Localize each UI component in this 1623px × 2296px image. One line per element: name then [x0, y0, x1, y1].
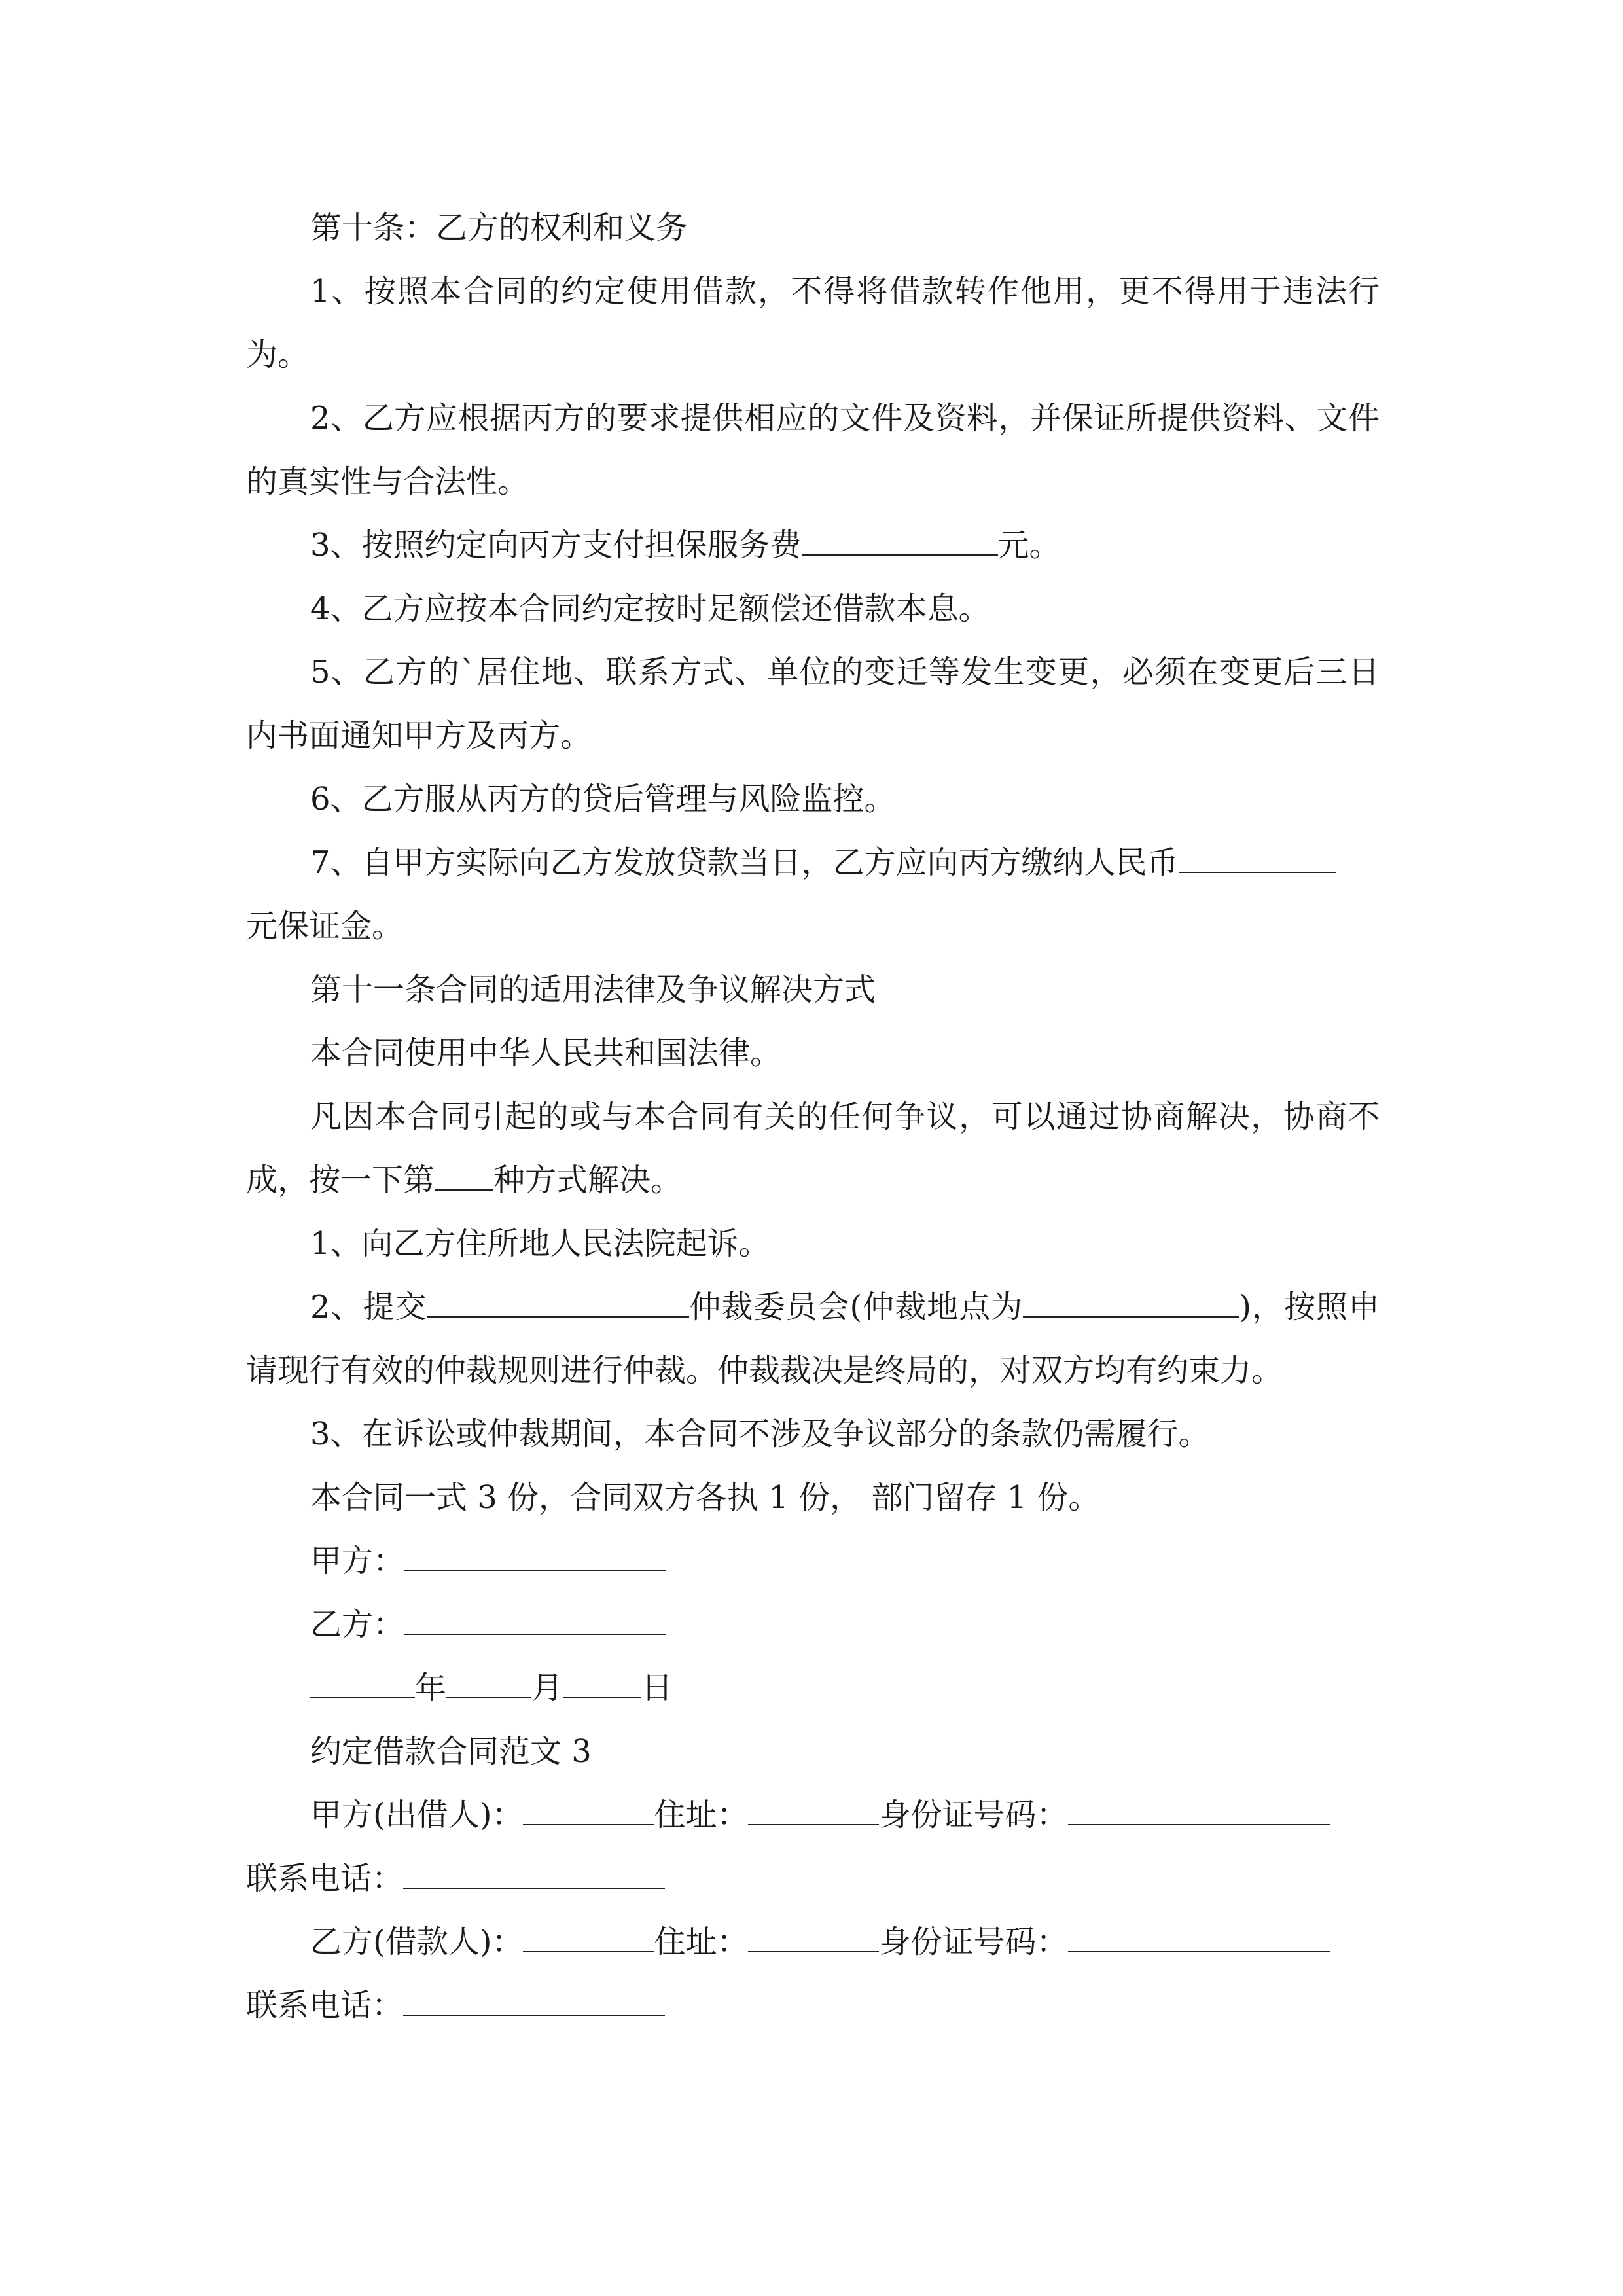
- article10-item4: 4、乙方应按本合同约定按时足额偿还借款本息。: [310, 590, 990, 627]
- lender-phone-blank: [403, 1861, 665, 1889]
- lender-name-blank: [523, 1798, 654, 1825]
- month-blank: [446, 1671, 531, 1698]
- sample3-borrower-phone: 联系电话：: [246, 1974, 1380, 2037]
- article10-title: 第十条：乙方的权利和义务: [310, 209, 688, 246]
- signature-party-a: 甲方：: [246, 1530, 1380, 1593]
- article10-item6: 6、乙方服从丙方的贷后管理与风险监控。: [310, 781, 896, 817]
- lender-id-blank: [1068, 1798, 1330, 1825]
- article11-opt2: 2、提交 仲裁委员会(仲裁地点为 )，按照申请现行有效的仲裁规则进行仲裁。仲裁裁决是终局的，对双方均有约束力。: [246, 1289, 1380, 1389]
- arbitration-commission-blank: [427, 1290, 689, 1318]
- deposit-blank: [1179, 846, 1336, 873]
- article10-item3: 3、按照约定向丙方支付担保服务费 元。: [310, 527, 1061, 564]
- article10-item5: 5、乙方的`居住地、联系方式、单位的变迁等发生变更，必须在变更后三日内书面通知甲方及丙方。: [246, 654, 1380, 754]
- borrower-id-blank: [1068, 1925, 1330, 1952]
- article11-opt1: 1、向乙方住所地人民法院起诉。: [310, 1225, 770, 1262]
- sample3-lender-line: 甲方(出借人)： 住址： 身份证号码：: [246, 1784, 1380, 1847]
- article10-item7: 7、自甲方实际向乙方发放贷款当日，乙方应向丙方缴纳人民币: [246, 831, 1380, 895]
- article11-copies: 本合同一式 3 份，合同双方各执 1 份， 部门留存 1 份。: [310, 1479, 1100, 1516]
- arbitration-place-blank: [1023, 1290, 1239, 1318]
- signature-party-b: 乙方：: [246, 1593, 1380, 1657]
- borrower-name-blank: [523, 1925, 654, 1952]
- day-blank: [563, 1671, 641, 1698]
- article11-dispute: 凡因本合同引起的或与本合同有关的任何争议，可以通过协商解决，协商不成，按一下第 种方式解决。: [246, 1098, 1380, 1198]
- article10-item7-cont: 元保证金。: [246, 908, 404, 944]
- article11-opt3: 3、在诉讼或仲裁期间，本合同不涉及争议部分的条款仍需履行。: [310, 1416, 1210, 1452]
- article10-item2: 2、乙方应根据丙方的要求提供相应的文件及资料，并保证所提供资料、文件的真实性与合法性。: [246, 400, 1380, 500]
- article11-title: 第十一条合同的适用法律及争议解决方式: [310, 971, 876, 1008]
- party-a-blank: [404, 1544, 666, 1571]
- sample3-borrower-line: 乙方(借款人)： 住址： 身份证号码：: [246, 1910, 1380, 1974]
- lender-address-blank: [748, 1798, 879, 1825]
- article10-item1: 1、按照本合同的约定使用借款，不得将借款转作他用，更不得用于违法行为。: [246, 273, 1380, 373]
- sample3-title: 约定借款合同范文 3: [310, 1733, 592, 1770]
- contract-page: [246, 196, 1380, 2037]
- signature-date: 年 月 日: [246, 1657, 1380, 1720]
- borrower-phone-blank: [403, 1988, 665, 2016]
- borrower-address-blank: [748, 1925, 879, 1952]
- year-blank: [310, 1671, 415, 1698]
- service-fee-blank: [802, 528, 998, 556]
- article11-law: 本合同使用中华人民共和国法律。: [310, 1035, 782, 1071]
- method-number-blank: [435, 1163, 493, 1191]
- party-b-blank: [404, 1607, 666, 1635]
- sample3-lender-phone: 联系电话：: [246, 1847, 1380, 1910]
